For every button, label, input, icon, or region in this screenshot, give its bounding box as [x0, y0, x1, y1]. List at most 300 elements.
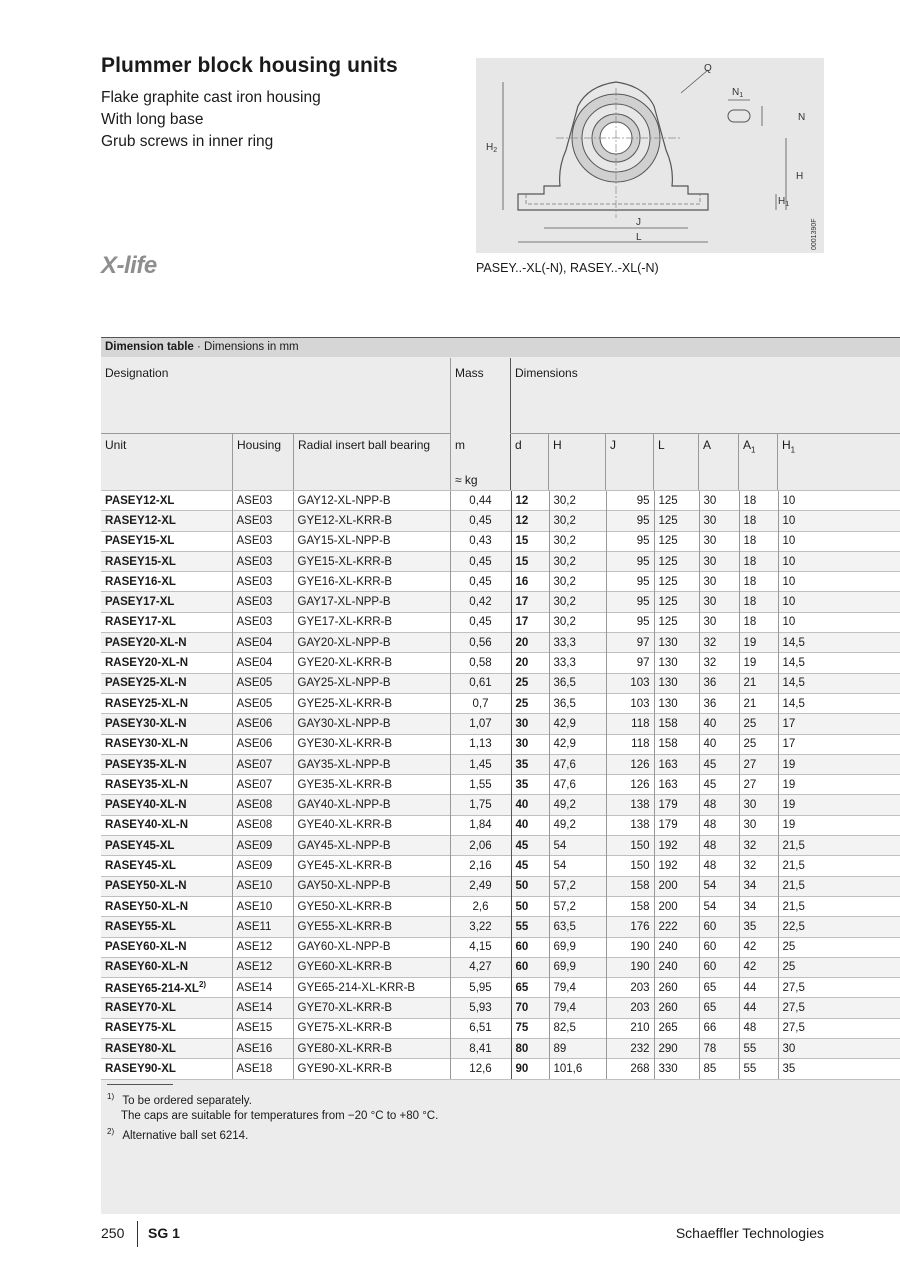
- cell-unit: PASEY30-XL-N: [101, 714, 232, 734]
- cell-h1: 14,5: [778, 653, 900, 673]
- col-housing: Housing: [237, 438, 282, 452]
- cell-j: 150: [606, 836, 654, 856]
- cell-a: 78: [699, 1039, 739, 1059]
- cell-m: 0,56: [450, 633, 511, 653]
- cell-h1: 19: [778, 815, 900, 835]
- cell-bearing: GYE70-XL-KRR-B: [293, 998, 450, 1018]
- cell-l: 125: [654, 572, 699, 592]
- cell-housing: ASE12: [232, 957, 293, 977]
- cell-a1: 18: [739, 572, 778, 592]
- subtitle: [101, 87, 321, 153]
- col-A1: $A_1$: [743, 438, 756, 455]
- cell-j: 95: [606, 491, 654, 511]
- cell-bearing: GYE25-XL-KRR-B: [293, 693, 450, 713]
- cell-a1: 27: [739, 754, 778, 774]
- subtitle-line: With long base: [101, 111, 204, 128]
- table-row: [101, 775, 900, 795]
- cell-h: 49,2: [549, 815, 606, 835]
- cell-j: 190: [606, 957, 654, 977]
- cell-unit: PASEY60-XL-N: [101, 937, 232, 957]
- cell-m: 4,27: [450, 957, 511, 977]
- table-row: [101, 511, 900, 531]
- cell-a1: 35: [739, 917, 778, 937]
- cell-bearing: GYE90-XL-KRR-B: [293, 1059, 450, 1079]
- cell-m: 1,84: [450, 815, 511, 835]
- label-l: L: [636, 232, 642, 243]
- col-mass-unit: ≈ kg: [455, 473, 478, 487]
- cell-l: 240: [654, 937, 699, 957]
- cell-unit: PASEY20-XL-N: [101, 633, 232, 653]
- header-mass: Mass: [455, 366, 484, 380]
- cell-h: 36,5: [549, 673, 606, 693]
- cell-h1: 19: [778, 775, 900, 795]
- cell-d: 16: [511, 572, 549, 592]
- cell-j: 95: [606, 592, 654, 612]
- cell-h1: 10: [778, 511, 900, 531]
- cell-unit: PASEY35-XL-N: [101, 754, 232, 774]
- col-L: L: [658, 438, 665, 452]
- cell-l: 163: [654, 775, 699, 795]
- cell-l: 130: [654, 653, 699, 673]
- cell-a: 85: [699, 1059, 739, 1079]
- cell-bearing: GAY30-XL-NPP-B: [293, 714, 450, 734]
- table-row: [101, 1018, 900, 1038]
- cell-m: 5,93: [450, 998, 511, 1018]
- cell-l: 163: [654, 754, 699, 774]
- cell-a1: 32: [739, 856, 778, 876]
- subtitle-line: Grub screws in inner ring: [101, 133, 274, 150]
- cell-housing: ASE08: [232, 795, 293, 815]
- cell-d: 30: [511, 734, 549, 754]
- cell-l: 125: [654, 551, 699, 571]
- cell-a: 30: [699, 551, 739, 571]
- cell-unit: PASEY45-XL: [101, 836, 232, 856]
- cell-j: 118: [606, 734, 654, 754]
- cell-h: 69,9: [549, 937, 606, 957]
- cell-housing: ASE09: [232, 836, 293, 856]
- drawing-code: 0001390F: [811, 218, 818, 250]
- cell-m: 1,45: [450, 754, 511, 774]
- footnote-2: [107, 1124, 248, 1144]
- cell-d: 50: [511, 876, 549, 896]
- cell-d: 17: [511, 612, 549, 632]
- cell-h1: 27,5: [778, 998, 900, 1018]
- cell-unit: RASEY60-XL-N: [101, 957, 232, 977]
- cell-housing: ASE16: [232, 1039, 293, 1059]
- table-row: [101, 673, 900, 693]
- cell-h: 47,6: [549, 775, 606, 795]
- header-rule-dimensions: [510, 433, 900, 434]
- cell-a: 48: [699, 856, 739, 876]
- cell-j: 158: [606, 896, 654, 916]
- cell-housing: ASE09: [232, 856, 293, 876]
- cell-a: 60: [699, 937, 739, 957]
- cell-d: 20: [511, 633, 549, 653]
- cell-h1: 10: [778, 592, 900, 612]
- cell-bearing: GYE20-XL-KRR-B: [293, 653, 450, 673]
- cell-j: 138: [606, 795, 654, 815]
- table-row: [101, 1059, 900, 1079]
- table-row: [101, 531, 900, 551]
- label-h1: $H_1$: [778, 196, 790, 208]
- cell-h: 36,5: [549, 693, 606, 713]
- dimension-table-panel: [101, 337, 900, 1214]
- cell-m: 6,51: [450, 1018, 511, 1038]
- cell-housing: ASE03: [232, 592, 293, 612]
- cell-h: 101,6: [549, 1059, 606, 1079]
- cell-a1: 19: [739, 633, 778, 653]
- cell-h1: 25: [778, 957, 900, 977]
- cell-m: 4,15: [450, 937, 511, 957]
- cell-unit: RASEY15-XL: [101, 551, 232, 571]
- cell-bearing: GYE30-XL-KRR-B: [293, 734, 450, 754]
- cell-j: 190: [606, 937, 654, 957]
- cell-l: 330: [654, 1059, 699, 1079]
- cell-a1: 18: [739, 592, 778, 612]
- cell-d: 45: [511, 856, 549, 876]
- cell-d: 45: [511, 836, 549, 856]
- cell-a: 65: [699, 978, 739, 998]
- cell-h1: 27,5: [778, 978, 900, 998]
- cell-unit: RASEY75-XL: [101, 1018, 232, 1038]
- cell-h1: 10: [778, 491, 900, 511]
- table-row: [101, 815, 900, 835]
- cell-a1: 34: [739, 896, 778, 916]
- cell-unit: RASEY17-XL: [101, 612, 232, 632]
- cell-a: 60: [699, 917, 739, 937]
- cell-d: 40: [511, 815, 549, 835]
- cell-unit: PASEY17-XL: [101, 592, 232, 612]
- cell-a1: 48: [739, 1018, 778, 1038]
- cell-l: 192: [654, 836, 699, 856]
- cell-housing: ASE18: [232, 1059, 293, 1079]
- table-heading-rest: · Dimensions in mm: [193, 341, 299, 353]
- cell-d: 65: [511, 978, 549, 998]
- cell-d: 15: [511, 531, 549, 551]
- col-H: H: [553, 438, 562, 452]
- cell-h1: 21,5: [778, 856, 900, 876]
- label-q: Q: [704, 63, 712, 74]
- cell-unit: PASEY40-XL-N: [101, 795, 232, 815]
- footnote-2-mark: 2): [107, 1127, 115, 1136]
- cell-a1: 44: [739, 978, 778, 998]
- cell-d: 35: [511, 754, 549, 774]
- cell-m: 0,45: [450, 572, 511, 592]
- footnote-rule: [107, 1084, 173, 1085]
- header-designation: Designation: [105, 366, 169, 380]
- cell-bearing: GYE50-XL-KRR-B: [293, 896, 450, 916]
- cell-a: 48: [699, 836, 739, 856]
- cell-bearing: GYE17-XL-KRR-B: [293, 612, 450, 632]
- cell-h: 54: [549, 836, 606, 856]
- cell-l: 260: [654, 978, 699, 998]
- cell-d: 25: [511, 673, 549, 693]
- cell-unit: RASEY65-214-XL$^{2)}$: [101, 978, 232, 998]
- section-label: SG 1: [148, 1225, 180, 1241]
- cell-bearing: GYE35-XL-KRR-B: [293, 775, 450, 795]
- cell-h1: 10: [778, 551, 900, 571]
- cell-l: 179: [654, 815, 699, 835]
- cell-l: 192: [654, 856, 699, 876]
- cell-h: 79,4: [549, 978, 606, 998]
- cell-a1: 18: [739, 511, 778, 531]
- table-row: [101, 572, 900, 592]
- table-row: [101, 653, 900, 673]
- cell-bearing: GYE12-XL-KRR-B: [293, 511, 450, 531]
- cell-a: 30: [699, 491, 739, 511]
- header-divider-h: [548, 433, 549, 490]
- cell-j: 126: [606, 775, 654, 795]
- table-heading-bold: Dimension table: [105, 341, 194, 353]
- cell-h: 54: [549, 856, 606, 876]
- cell-h: 69,9: [549, 957, 606, 977]
- cell-housing: ASE14: [232, 978, 293, 998]
- cell-housing: ASE11: [232, 917, 293, 937]
- cell-l: 130: [654, 633, 699, 653]
- cell-a: 30: [699, 592, 739, 612]
- cell-a1: 42: [739, 957, 778, 977]
- cell-a: 40: [699, 734, 739, 754]
- cell-housing: ASE03: [232, 531, 293, 551]
- cell-j: 158: [606, 876, 654, 896]
- cell-a: 66: [699, 1018, 739, 1038]
- cell-m: 0,7: [450, 693, 511, 713]
- cell-l: 200: [654, 896, 699, 916]
- header-divider-mass: [450, 358, 451, 490]
- label-n: N: [798, 112, 806, 123]
- cell-m: 0,45: [450, 511, 511, 531]
- cell-j: 95: [606, 572, 654, 592]
- cell-unit: RASEY30-XL-N: [101, 734, 232, 754]
- table-row: [101, 633, 900, 653]
- cell-h: 30,2: [549, 592, 606, 612]
- cell-bearing: GYE45-XL-KRR-B: [293, 856, 450, 876]
- cell-h1: 27,5: [778, 1018, 900, 1038]
- footnote-2-text: Alternative ball set 6214.: [122, 1129, 249, 1142]
- table-row: [101, 592, 900, 612]
- cell-h1: 14,5: [778, 633, 900, 653]
- cell-housing: ASE06: [232, 734, 293, 754]
- cell-h: 49,2: [549, 795, 606, 815]
- cell-a: 45: [699, 754, 739, 774]
- cell-bearing: GAY25-XL-NPP-B: [293, 673, 450, 693]
- cell-l: 290: [654, 1039, 699, 1059]
- cell-bearing: GAY60-XL-NPP-B: [293, 937, 450, 957]
- cell-h: 57,2: [549, 876, 606, 896]
- cell-a1: 44: [739, 998, 778, 1018]
- label-h: H: [796, 171, 804, 182]
- header-rule-designation: [101, 433, 450, 434]
- cell-h: 30,2: [549, 572, 606, 592]
- cell-a1: 21: [739, 673, 778, 693]
- cell-a: 32: [699, 633, 739, 653]
- cell-d: 35: [511, 775, 549, 795]
- header-divider-j: [605, 433, 606, 490]
- table-row: [101, 856, 900, 876]
- cell-j: 97: [606, 653, 654, 673]
- cell-a: 36: [699, 693, 739, 713]
- cell-housing: ASE12: [232, 937, 293, 957]
- cell-h: 30,2: [549, 531, 606, 551]
- cell-m: 1,75: [450, 795, 511, 815]
- cell-d: 12: [511, 511, 549, 531]
- cell-l: 179: [654, 795, 699, 815]
- cell-d: 30: [511, 714, 549, 734]
- cell-housing: ASE04: [232, 633, 293, 653]
- cell-d: 75: [511, 1018, 549, 1038]
- cell-a1: 42: [739, 937, 778, 957]
- cell-m: 5,95: [450, 978, 511, 998]
- cell-a: 48: [699, 815, 739, 835]
- table-heading: [101, 337, 900, 357]
- cell-housing: ASE04: [232, 653, 293, 673]
- cell-housing: ASE05: [232, 673, 293, 693]
- col-A: A: [703, 438, 712, 452]
- cell-unit: RASEY35-XL-N: [101, 775, 232, 795]
- cell-d: 55: [511, 917, 549, 937]
- table-row: [101, 612, 900, 632]
- cell-unit: RASEY12-XL: [101, 511, 232, 531]
- cell-a: 48: [699, 795, 739, 815]
- cell-housing: ASE14: [232, 998, 293, 1018]
- table-row: [101, 896, 900, 916]
- cell-bearing: GAY17-XL-NPP-B: [293, 592, 450, 612]
- cell-m: 2,6: [450, 896, 511, 916]
- table-row: [101, 754, 900, 774]
- cell-j: 126: [606, 754, 654, 774]
- cell-h1: 22,5: [778, 917, 900, 937]
- cell-d: 50: [511, 896, 549, 916]
- cell-a1: 27: [739, 775, 778, 795]
- footnote-1: [107, 1089, 438, 1124]
- cell-a: 36: [699, 673, 739, 693]
- cell-bearing: GYE60-XL-KRR-B: [293, 957, 450, 977]
- cell-h: 63,5: [549, 917, 606, 937]
- cell-d: 40: [511, 795, 549, 815]
- cell-unit: RASEY45-XL: [101, 856, 232, 876]
- cell-l: 130: [654, 673, 699, 693]
- cell-a: 54: [699, 876, 739, 896]
- cell-m: 2,49: [450, 876, 511, 896]
- label-j: J: [636, 217, 641, 228]
- col-unit: Unit: [105, 438, 127, 452]
- cell-h: 57,2: [549, 896, 606, 916]
- cell-h: 79,4: [549, 998, 606, 1018]
- cell-l: 125: [654, 531, 699, 551]
- cell-h: 30,2: [549, 551, 606, 571]
- header-divider-l: [653, 433, 654, 490]
- header-divider-h1: [777, 433, 778, 490]
- cell-d: 17: [511, 592, 549, 612]
- cell-a: 30: [699, 531, 739, 551]
- cell-j: 203: [606, 998, 654, 1018]
- cell-unit: RASEY70-XL: [101, 998, 232, 1018]
- cell-l: 125: [654, 511, 699, 531]
- cell-a1: 55: [739, 1039, 778, 1059]
- cell-d: 70: [511, 998, 549, 1018]
- table-row: [101, 714, 900, 734]
- cell-a1: 18: [739, 551, 778, 571]
- cell-unit: PASEY50-XL-N: [101, 876, 232, 896]
- cell-d: 25: [511, 693, 549, 713]
- cell-housing: ASE07: [232, 754, 293, 774]
- page-number: 250: [101, 1225, 125, 1241]
- technical-drawing: [476, 58, 824, 253]
- col-bearing: Radial insert ball bearing: [298, 438, 431, 452]
- cell-j: 176: [606, 917, 654, 937]
- cell-l: 125: [654, 491, 699, 511]
- cell-bearing: GAY50-XL-NPP-B: [293, 876, 450, 896]
- cell-l: 200: [654, 876, 699, 896]
- cell-l: 240: [654, 957, 699, 977]
- cell-housing: ASE03: [232, 491, 293, 511]
- cell-bearing: GAY40-XL-NPP-B: [293, 795, 450, 815]
- cell-bearing: GAY45-XL-NPP-B: [293, 836, 450, 856]
- cell-h1: 21,5: [778, 836, 900, 856]
- cell-a1: 30: [739, 815, 778, 835]
- mounting-slot: [728, 110, 750, 122]
- drawing-caption: PASEY..-XL(-N), RASEY..-XL(-N): [476, 261, 659, 275]
- cell-housing: ASE03: [232, 572, 293, 592]
- cell-m: 1,13: [450, 734, 511, 754]
- cell-a1: 55: [739, 1059, 778, 1079]
- page-title: Plummer block housing units: [101, 54, 398, 77]
- cell-h: 33,3: [549, 653, 606, 673]
- cell-h1: 14,5: [778, 693, 900, 713]
- cell-h: 42,9: [549, 714, 606, 734]
- cell-j: 118: [606, 714, 654, 734]
- cell-d: 90: [511, 1059, 549, 1079]
- plummer-block-drawing: [476, 58, 824, 253]
- cell-h: 30,2: [549, 491, 606, 511]
- table-row: [101, 917, 900, 937]
- cell-j: 268: [606, 1059, 654, 1079]
- cell-m: 2,16: [450, 856, 511, 876]
- cell-housing: ASE03: [232, 511, 293, 531]
- cell-j: 95: [606, 551, 654, 571]
- cell-h: 82,5: [549, 1018, 606, 1038]
- cell-j: 210: [606, 1018, 654, 1038]
- footer-separator: [137, 1221, 138, 1247]
- cell-housing: ASE06: [232, 714, 293, 734]
- cell-l: 222: [654, 917, 699, 937]
- cell-j: 150: [606, 856, 654, 876]
- cell-bearing: GYE16-XL-KRR-B: [293, 572, 450, 592]
- cell-l: 260: [654, 998, 699, 1018]
- header-divider-dims: [510, 358, 511, 490]
- cell-h1: 10: [778, 531, 900, 551]
- header-divider-a: [698, 433, 699, 490]
- cell-bearing: GAY12-XL-NPP-B: [293, 491, 450, 511]
- cell-unit: RASEY20-XL-N: [101, 653, 232, 673]
- cell-a1: 25: [739, 714, 778, 734]
- cell-h1: 19: [778, 795, 900, 815]
- cell-a: 30: [699, 511, 739, 531]
- cell-h1: 19: [778, 754, 900, 774]
- header-dimensions: Dimensions: [515, 366, 578, 380]
- cell-h: 47,6: [549, 754, 606, 774]
- cell-m: 0,45: [450, 612, 511, 632]
- subtitle-line: Flake graphite cast iron housing: [101, 89, 321, 106]
- table-row: [101, 734, 900, 754]
- cell-m: 0,43: [450, 531, 511, 551]
- cell-a1: 32: [739, 836, 778, 856]
- table-row: [101, 1039, 900, 1059]
- cell-m: 0,61: [450, 673, 511, 693]
- cell-housing: ASE03: [232, 551, 293, 571]
- table-row: [101, 998, 900, 1018]
- cell-j: 95: [606, 511, 654, 531]
